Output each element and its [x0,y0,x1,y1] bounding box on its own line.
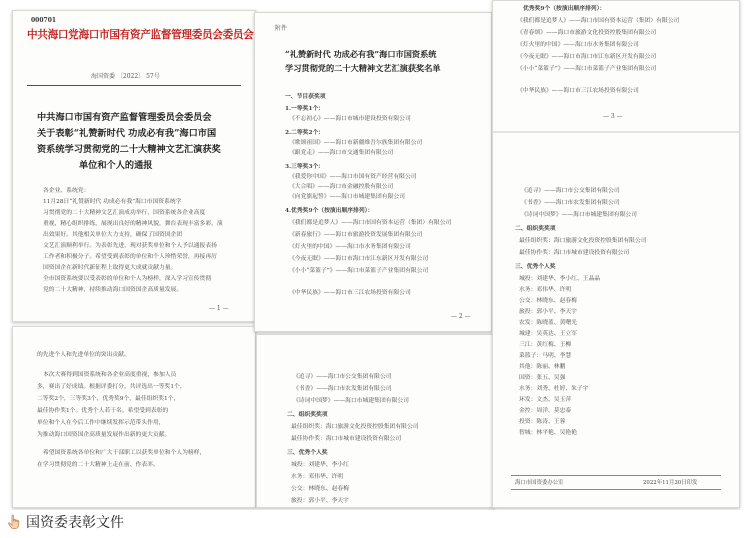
award-entry: 《我爱你中国》——海口市国有资产经营有限公司 [289,174,417,180]
page-break-divider [493,131,739,133]
award-entry: 三江：黄红梅、王柳 [519,342,572,348]
award-entry: 《今夜无眠》——海口市海口市江东新区开发有限公司 [517,54,657,60]
award-entry: 投资：陈涛、王蓉 [519,419,566,425]
award-entry: 《今夜无眠》——海口市海口市江东新区开发有限公司 [289,256,429,262]
document-number: 海国资委 〔2022〕 57号 [91,73,160,80]
notice-title-line-3: 资系统学习贯彻党的二十大精神文艺汇演获奖 [37,144,221,155]
body-line: 在学习贯彻党的二十大精神上走在前、作表率。 [37,462,159,468]
section-heading: 优秀奖9个（按演出顺序排列）： [523,6,606,12]
footer-rule [511,475,721,476]
award-entry: 《小小“菜篮子”》——海口市菜篮子产业集团有限公司 [289,268,429,274]
award-entry: 其他：陈丽、林鹏 [519,364,566,370]
award-entry: 《跟党走》——海口市交通集团有限公司 [289,150,394,156]
body-line: 多，赛出了好成绩。根据评委打分，共评选出一等奖1个， [37,384,186,390]
notice-title-line-4: 单位和个人的通报 [79,160,153,171]
award-entry: 《中华民族》——海口市三江农场投资有限公司 [517,88,639,94]
award-entry: 《书香》——海口市农发集团有限公司 [293,386,392,392]
award-entry: 国资：张五、吴强 [519,375,566,381]
award-entry: 《追寻》——海口市公交集团有限公司 [293,374,392,380]
red-letterhead: 中共海口党海口市国有资产监督管理委员会委员会 [27,29,254,41]
body-line: 为推动海口国资国企高质量发展作出新的更大贡献。 [37,432,171,438]
award-entry: 菜篮子：马明、李慧 [519,353,572,359]
award-entry: 最佳协作奖：海口市城市建设投资有限公司 [519,250,630,256]
page-number: — 3 — [603,113,623,120]
award-entry: 《中华民族》——海口市三江农场投资有限公司 [289,290,411,296]
body-line: 工作者和积极分子。希望受到表彰的单位和个人珍惜荣誉，再接再厉 [43,254,217,260]
section-heading: 4.优秀奖9个（按演出顺序排列）： [285,208,374,214]
body-line: 文艺汇演顺利举行。为表彰先进，现对获奖单位和个人予以通报表扬 [43,243,217,249]
award-entry: 最佳协作奖：海口市城市建设投资有限公司 [291,436,402,442]
award-entry: 《小小“菜篮子”》——海口市菜篮子产业集团有限公司 [517,66,657,72]
award-entry: 水务：邓伟华、许明 [519,287,572,293]
award-entry: 《不忘初心》——海口市城市建设投资有限公司 [289,116,411,122]
body-line: 出效果好。其他相关单位大力支持，确保了国资国企团 [43,232,183,238]
award-entry: 水务：刘秀、杜婷、朱子宇 [519,386,589,392]
award-entry: 智城：林平艳、吴艳艳 [519,430,577,436]
body-line: 最佳协作奖1个。优秀个人若干名。希望受到表彰的 [37,408,169,414]
section-heading: 三、优秀个人奖 [287,450,328,456]
body-line: 11月28日“礼赞新时代 功成必有我”海口市国资系统学 [43,199,182,205]
notice-title-line-1: 中共海口市国有资产监督管理委员会委员会 [37,112,212,123]
award-entry: 《诗词中国梦》——海口市城建集团有限公司 [521,212,637,218]
caption-text: 国资委表彰文件 [26,515,124,531]
award-entry: 城投：刘建华、李小红 [291,462,349,468]
page-number: — 2 — [451,313,471,320]
pointing-hand-icon [6,514,22,530]
award-list-page [254,12,492,332]
award-title-line-2: 学习贯彻党的二十大精神文艺汇演获奖名单 [285,63,441,73]
body-line: 重视，精心组织排练，展现出良好的精神风貌，舞台表现丰富多彩，演 [43,221,223,227]
salutation: 各企业、系统党： [43,188,90,194]
award-entry: 旅投：郭小平、李天宇 [291,498,349,504]
award-entry: 旅投：郭小平、李天宇 [519,309,577,315]
award-entry: 《新春旅行》——海口市旅游投资发展集团有限公司 [289,232,423,238]
footer-rule [511,489,721,490]
page-number: — 1 — [209,305,229,312]
award-entry: 最佳组织奖：海口旅游文化投资控股集团有限公司 [519,238,647,244]
award-entry: 《青春颂》——海口市旅游文化投资控股集团有限公司 [517,30,657,36]
body-line: 本次大赛得到国资系统和各企业高度重视，参加人员 [43,372,177,378]
notice-title-line-2: 关于表彰“礼赞新时代 功成必有我”海口市国 [37,128,217,139]
award-entry: 《灯火里的中国》——海口市水务集团有限公司 [289,244,411,250]
notice-page-continued [12,326,256,508]
award-entry: 《我们都是追梦人》——海口市国有资本运营（集团）有限公司 [289,220,452,226]
award-entry: 《向党旗起誓》——海口市城建集团有限公司 [289,194,405,200]
award-entry: 城投：刘建华、李小红、王晶晶 [519,276,601,282]
award-entry: 《我们都是追梦人》——海口市国有资本运营（集团）有限公司 [517,18,680,24]
award-entry: 金控：周洋、莫忠泰 [519,408,572,414]
award-entry: 水务：邓伟华、许明 [291,474,344,480]
section-heading: 一、节目获奖项 [285,94,326,100]
serial-number: 000701 [31,17,57,24]
award-entry: 《书香》——海口市农发集团有限公司 [521,200,620,206]
award-entry: 公交：林晓东、赵春梅 [519,298,577,304]
body-line: 二等奖2个，三等奖3个、优秀奖9个，最佳组织奖1个， [37,396,180,402]
body-line: 国资国企在新时代新征程上取得更大成就贡献力量。 [43,265,177,271]
footer-date: 2022年11月30日印发 [643,480,698,486]
award-entry: 公交：林晓东、赵春梅 [291,486,349,492]
attachment-label: 附件 [275,25,288,32]
award-entry: 环发：文杰、吴玉萍 [519,397,572,403]
section-heading: 3.三等奖3个： [285,164,325,170]
award-list-page-right [492,0,740,508]
section-heading: 二、组织奖奖项 [515,226,556,232]
red-divider [27,85,241,86]
award-entry: 农发：陈晓蓝、黄曙光 [519,320,577,326]
body-line: 的先进个人和先进单位的突出贡献。 [37,352,130,358]
award-entry: 《诗词中国梦》——海口市城建集团有限公司 [293,398,409,404]
footer-issuer: 海口市国资委办公室 [515,480,564,486]
award-list-page-continued [256,334,494,508]
award-title-line-1: “礼赞新时代 功成必有我”海口市国资系统 [285,49,437,59]
award-entry: 《追寻》——海口市公交集团有限公司 [521,188,620,194]
award-entry: 城建：吴英达、王立军 [519,331,577,337]
body-line: 全市国资系统要以受表彰的单位和个人为榜样，深入学习宣传贯彻 [43,276,212,282]
award-entry: 《灯火里的中国》——海口市水务集团有限公司 [517,42,639,48]
body-line: 习贯彻党的二十大精神文艺汇演成功举行，国资系统各企业高度 [43,210,206,216]
image-caption [6,512,124,532]
notice-page-1 [12,10,256,322]
section-heading: 二、组织奖奖项 [287,412,328,418]
section-heading: 三、优秀个人奖 [515,264,556,270]
award-entry: 《大合唱》——海口市金融控股有限公司 [289,184,394,190]
body-line: 单位和个人在今后工作中继续发挥示范带头作用， [37,420,165,426]
body-line: 希望国资系统各单位和广大干部职工以获奖单位和个人为榜样， [43,450,206,456]
body-line: 党的二十大精神，持续推动海口国资国企高质量发展。 [43,287,183,293]
award-entry: 《歌颂祖国》——海口市新疆维吾尔族集团有限公司 [289,140,423,146]
award-entry: 最佳组织奖：海口旅游文化投资控股集团有限公司 [291,424,419,430]
section-heading: 1.一等奖1个： [285,106,325,112]
section-heading: 2.二等奖2个： [285,130,325,136]
